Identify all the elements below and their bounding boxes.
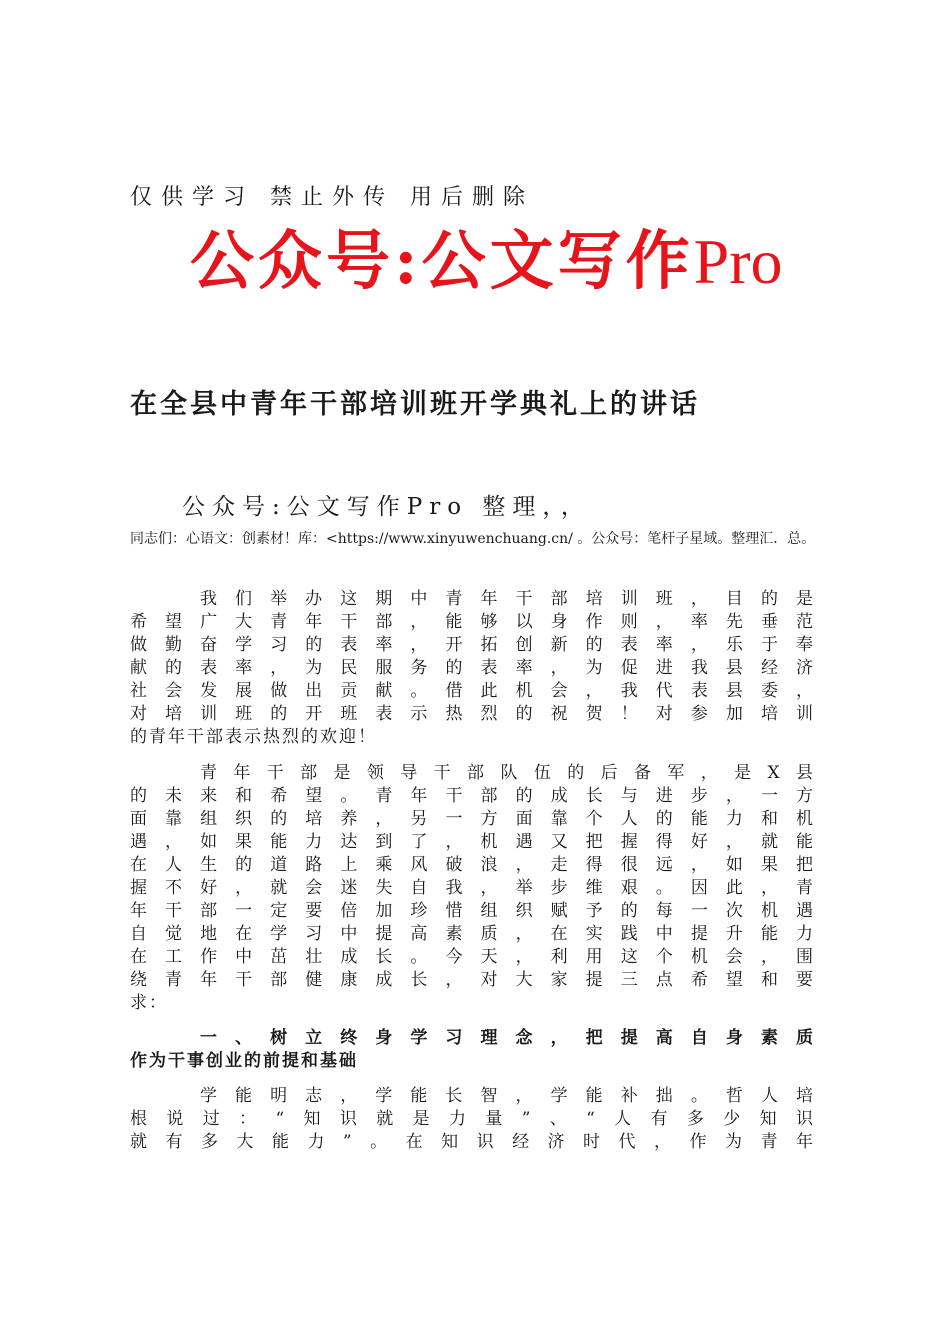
paragraph-line: 学能明志，学能长智，学能补拙。哲人培: [200, 1086, 815, 1106]
paragraph-line: 年干部一定要倍加珍惜组织赋予的每一次机遇: [130, 901, 815, 921]
paragraph-line: 握不好，就会迷失自我，举步维艰。因此，青: [130, 878, 815, 898]
paragraph-line: 做勤奋学习的表率，开拓创新的表率，乐于奉: [130, 635, 815, 655]
paragraph-line: 面靠组织的培养，另一方面靠个人的能力和机: [130, 809, 815, 829]
document-title: 在全县中青年干部培训班开学典礼上的讲话: [130, 389, 700, 420]
paragraph-line: 献的表率，为民服务的表率，为促进我县经济: [130, 658, 815, 678]
paragraph-1: [130, 588, 815, 749]
paragraph-line: 在人生的道路上乘风破浪，走得很远，如果把: [130, 855, 815, 875]
heading-line: 作为干事创业的前提和基础: [130, 1051, 358, 1071]
paragraph-line: 社会发展做出贡献。借此机会，我代表县委，: [130, 681, 815, 701]
paragraph-line: 的未来和希望。青年干部的成长与进步，一方: [130, 786, 815, 806]
paragraph-line: 希望广大青年干部，能够以身作则，率先垂范: [130, 612, 815, 632]
heading-line: 一、树立终身学习理念，把提高自身素质: [200, 1028, 815, 1048]
document-subtitle: 公众号:公文写作Pro 整理，，: [182, 494, 591, 520]
paragraph-3: [130, 1085, 815, 1154]
paragraph-line: 的青年干部表示热烈的欢迎！: [130, 727, 377, 747]
paragraph-line: 根说过：“知识就是力量”、“人有多少知识: [130, 1109, 815, 1129]
paragraph-line: 在工作中茁壮成长。今天，利用这个机会，围: [130, 947, 815, 967]
section-heading-1: [130, 1027, 815, 1073]
paragraph-line: 求：: [130, 993, 168, 1013]
paragraph-2: [130, 762, 815, 1015]
paragraph-line: 自觉地在学习中提高素质，在实践中提升能力: [130, 924, 815, 944]
paragraph-line: 就有多大能力”。在知识经济时代，作为青年: [130, 1132, 815, 1152]
paragraph-line: 遇，如果能力达到了，机遇又把握得好，就能: [130, 832, 815, 852]
brand-suffix: Pro: [693, 226, 783, 297]
paragraph-line: 对培训班的开班表示热烈的祝贺！对参加培训: [130, 704, 815, 724]
paragraph-line: 我们举办这期中青年干部培训班，目的是: [200, 589, 815, 609]
usage-notice: 仅供学习 禁止外传 用后删除: [130, 185, 534, 210]
brand-banner: [190, 222, 783, 302]
paragraph-line: 青年干部是领导干部队伍的后备军，是X县: [200, 763, 815, 783]
source-note: 同志们：心语文：创素材！库：<https://www.xinyuwenchuang.cn/ 。公众号：笔杆子星域。整理汇．总。: [130, 531, 816, 547]
brand-name: 公众号:公文写作: [190, 224, 694, 299]
paragraph-line: 绕青年干部健康成长，对大家提三点希望和要: [130, 970, 815, 990]
